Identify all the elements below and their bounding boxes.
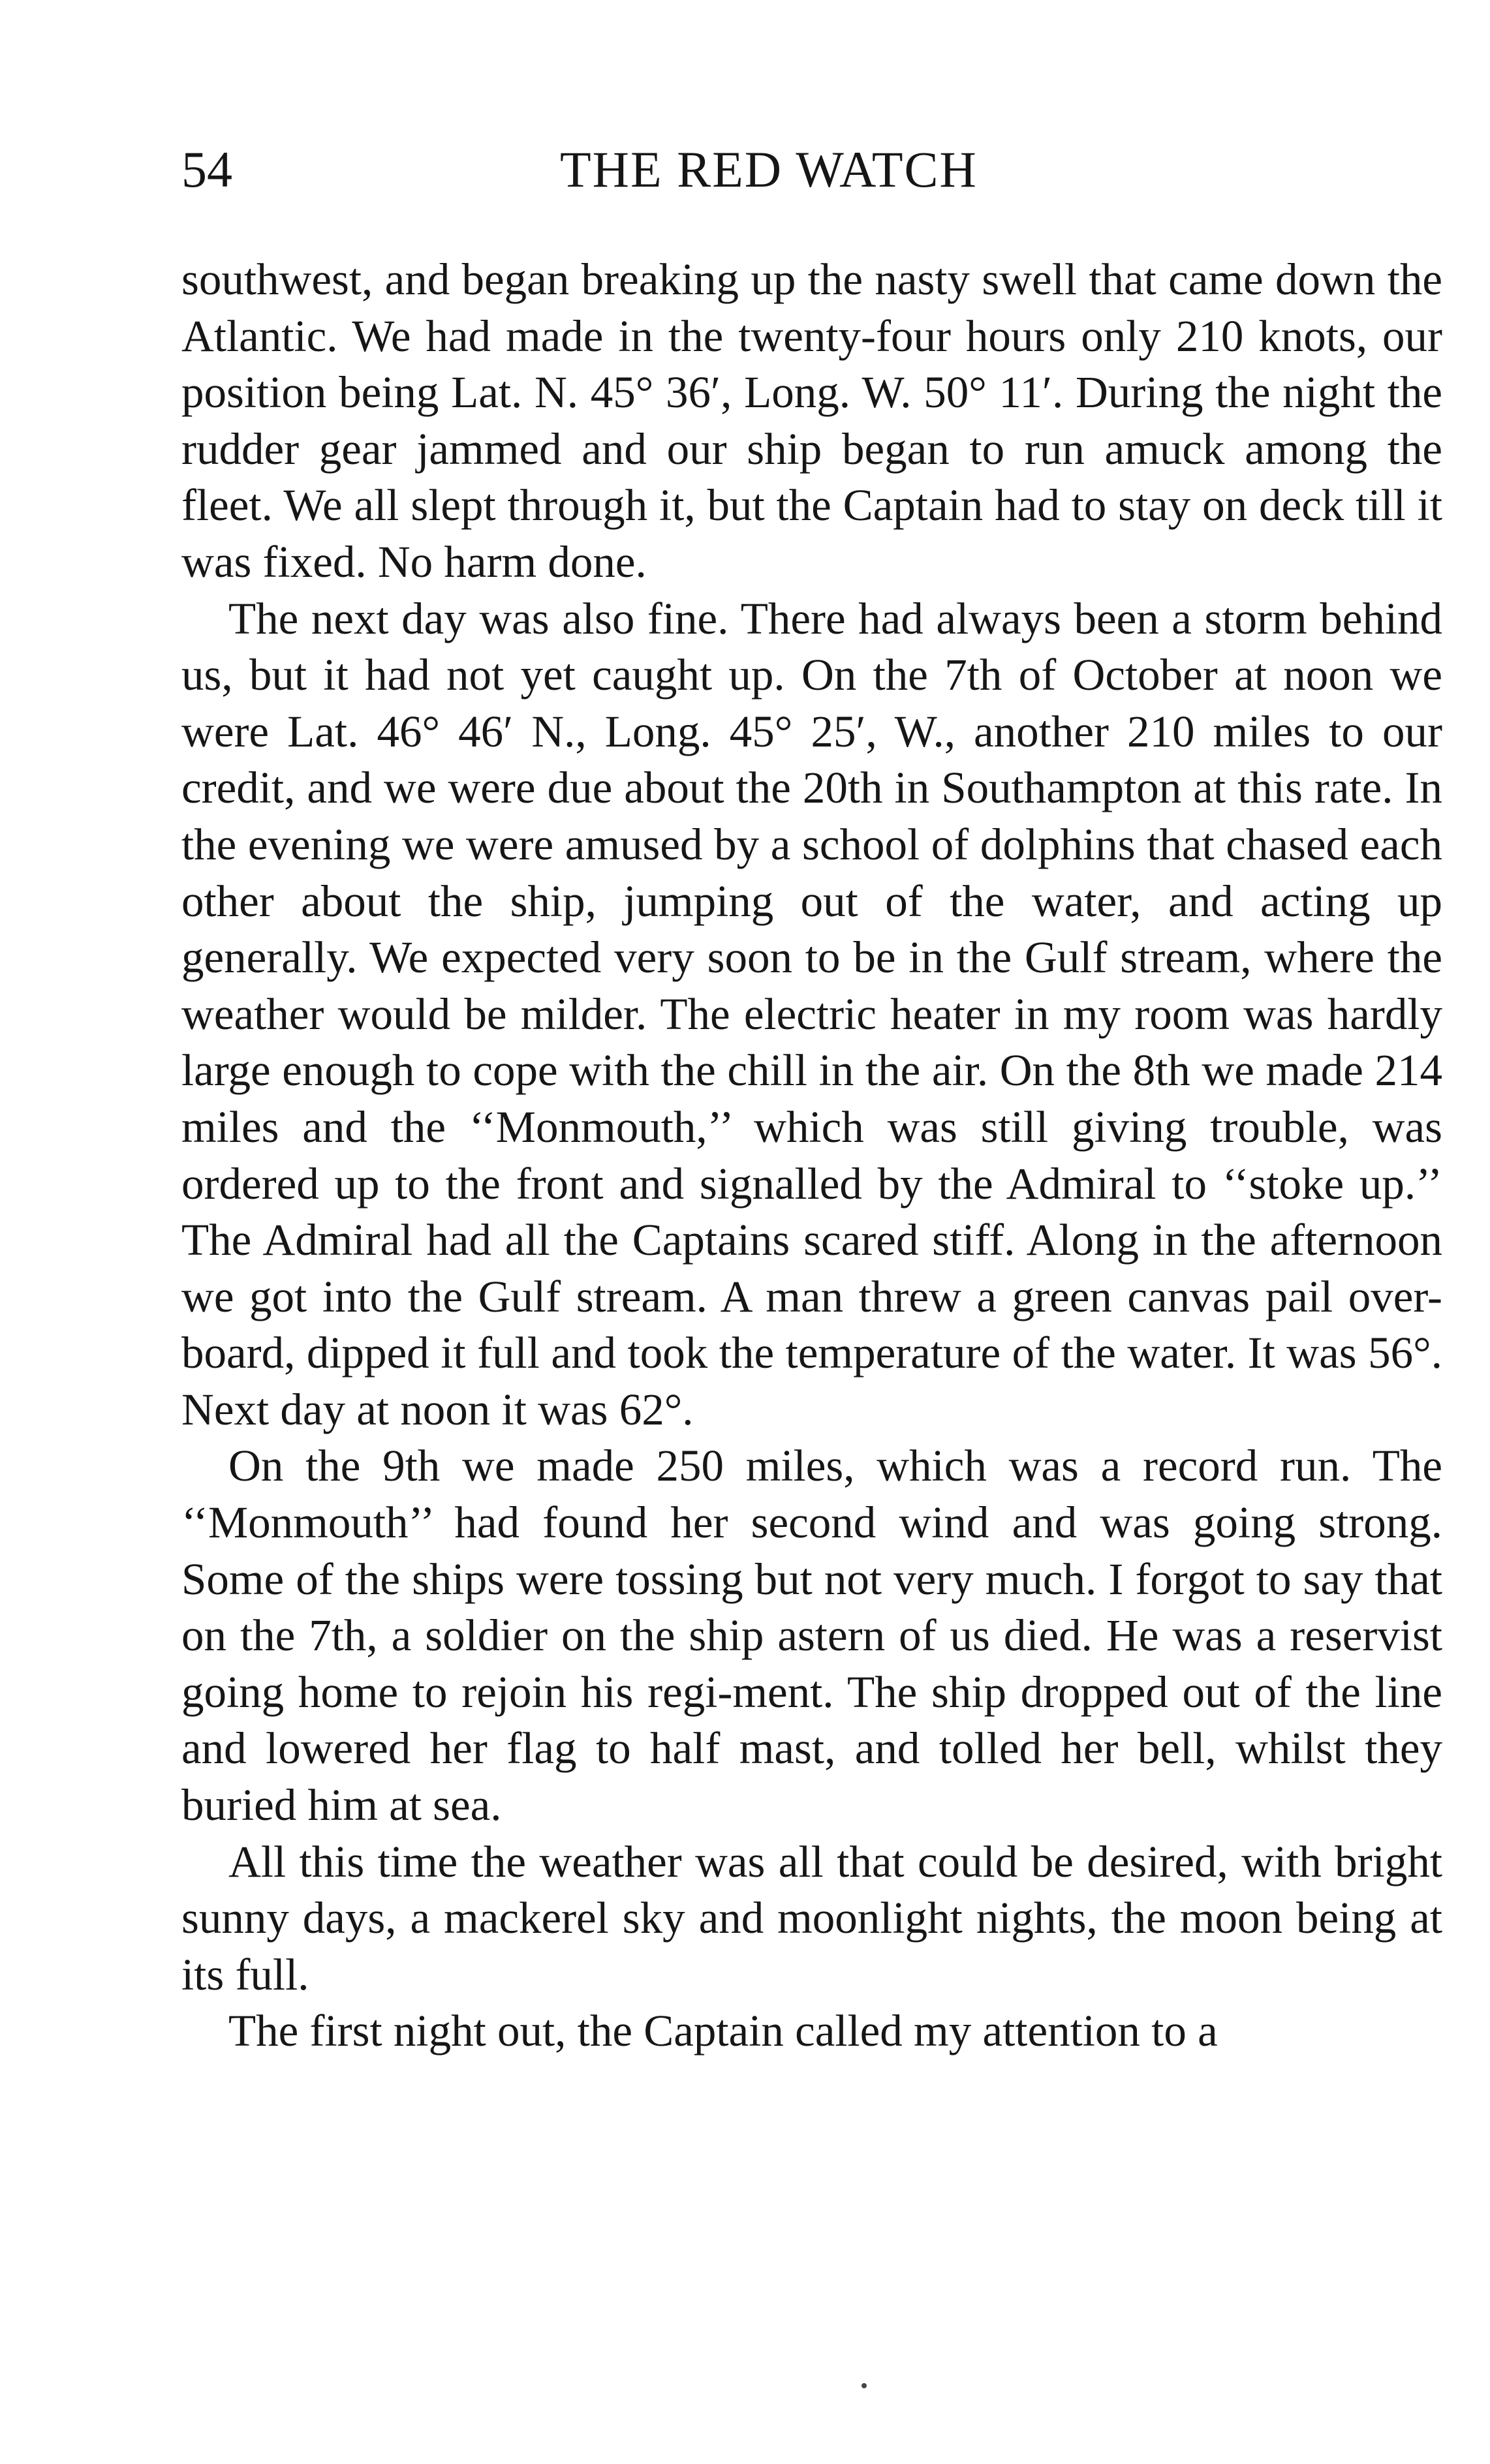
printer-mark — [861, 2383, 867, 2388]
paragraph-continued: southwest, and began breaking up the nasty swell that came down the Atlantic. We had made in the twenty-four hours only 210 knots, our position being Lat. N. 45° 36′, Long. W. 50° 11′. During the night the rudder gear jammed and our ship began to run amuck among the fleet. We all slept through it, but the Captain had to stay on deck till it was fixed. No harm done. — [181, 254, 1442, 587]
paragraph-first-night: The first night out, the Captain called my attention to a — [228, 2006, 1218, 2056]
page-number: 54 — [181, 141, 232, 198]
paragraph-next-day: The next day was also fine. There had always been a storm behind us, but it had not yet caught up. On the 7th of October at noon we were Lat. 46° 46′ N., Long. 45° 25′, W., another 210 miles to our credit, and we were due about the 20th in Southampton at this rate. In the evening we were amused by a school of dolphins that chased each other about the ship, jumping out of the water, and acting up generally. We expected very soon to be in the Gulf stream, where the weather would be milder. The electric heater in my room was hardly large enough to cope with the chill in the air. On the 8th we made 214 miles and the ‘‘Monmouth,’’ which was still giving trouble, was ordered up to the front and signalled by the Admiral to ‘‘stoke up.’’ The Admiral had all the Captains scared stiff. Along in the afternoon we got into the Gulf stream. A man threw a green canvas pail over-board, dipped it full and took the temperature of the water. It was 56°. Next day at noon it was 62°. — [181, 593, 1442, 1434]
body-text — [181, 251, 1442, 2059]
running-title: THE RED WATCH — [560, 141, 978, 198]
paragraph-ninth: On the 9th we made 250 miles, which was a record run. The ‘‘Monmouth’’ had found her second wind and was going strong. Some of the ships were tossing but not very much. I forgot to say that on the 7th, a soldier on the ship astern of us died. He was a reservist going home to rejoin his regi-ment. The ship dropped out of the line and lowered her flag to half mast, and tolled her bell, whilst they buried him at sea. — [181, 1441, 1442, 1830]
paragraph-weather: All this time the weather was all that could be desired, with bright sunny days, a mackerel sky and moonlight nights, the moon being at its full. — [181, 1836, 1442, 1999]
running-head — [181, 134, 1440, 206]
